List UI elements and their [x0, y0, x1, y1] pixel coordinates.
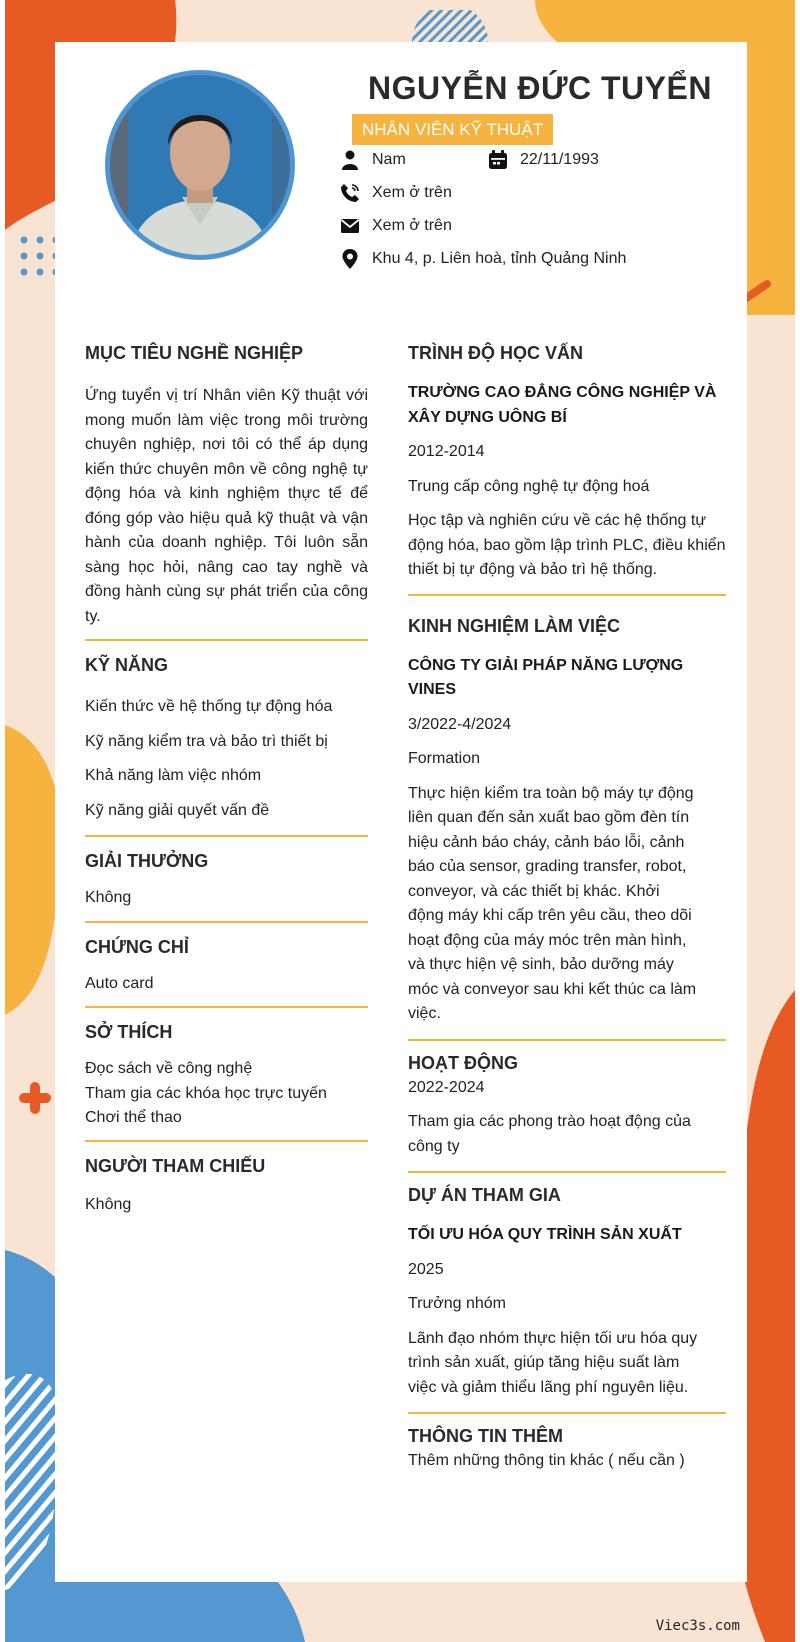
skill-item: Khả năng làm việc nhóm	[85, 767, 262, 784]
left-column	[85, 343, 368, 1217]
calendar-icon	[488, 150, 508, 170]
person-icon	[340, 150, 360, 170]
awards-text: Không	[85, 889, 132, 906]
experience-role: Formation	[408, 750, 481, 767]
divider	[85, 1140, 368, 1142]
skills-list	[85, 695, 368, 823]
right-column	[408, 343, 726, 1474]
phone-icon	[340, 183, 360, 203]
project-name: TỐI ƯU HÓA QUY TRÌNH SẢN XUẤT	[408, 1226, 682, 1243]
references-text: Không	[85, 1195, 132, 1213]
activities-period: 2022-2024	[408, 1078, 485, 1096]
references-heading: NGƯỜI THAM CHIẾU	[85, 1155, 266, 1176]
divider	[408, 1039, 726, 1041]
email-value: Xem ở trên	[372, 217, 452, 234]
certificates-text: Auto card	[85, 974, 154, 992]
experience-heading: KINH NGHIỆM LÀM VIỆC	[408, 615, 621, 636]
hobby-item: Tham gia các khóa học trực tuyến	[85, 1084, 327, 1102]
watermark: Viec3s.com	[655, 1618, 740, 1634]
striped-semicircle	[410, 10, 490, 42]
divider	[85, 639, 368, 641]
skills-heading: KỸ NĂNG	[85, 655, 169, 675]
hobby-item: Đọc sách về công nghệ	[85, 1060, 253, 1077]
dob-row	[488, 150, 599, 170]
divider	[85, 835, 368, 837]
address-row	[340, 249, 626, 269]
project-year: 2025	[408, 1260, 444, 1278]
objective-text: Ứng tuyển vị trí Nhân viên Kỹ thuật với mong muốn làm việc trong môi trường chuyên nghiệp, nơi tôi có thể áp dụng kiến thức chuyên môn về công nghệ tự động hóa và kinh nghiệm thực tế để đóng góp vào hiệu quả kỹ thuật và vận hành của doanh nghiệp. Tôi luôn sẵn sàng học hỏi, nâng cao tay nghề và đồng hành cùng sự phát triển của công ty.	[85, 387, 368, 625]
phone-row	[340, 183, 452, 203]
skill-item: Kỹ năng giải quyết vấn đề	[85, 801, 270, 819]
envelope-icon	[340, 216, 360, 236]
education-period: 2012-2014	[408, 443, 485, 460]
education-heading: TRÌNH ĐỘ HỌC VẤN	[408, 343, 583, 363]
gender-value: Nam	[372, 151, 406, 168]
skill-item: Kỹ năng kiểm tra và bảo trì thiết bị	[85, 732, 328, 750]
project-desc: Lãnh đạo nhóm thực hiện tối ưu hóa quy trình sản xuất, giúp tăng hiệu suất làm việc và giảm thiểu lãng phí nguyên liệu.	[408, 1329, 698, 1396]
experience-period: 3/2022-4/2024	[408, 715, 512, 733]
hobbies-list	[85, 1057, 368, 1131]
avatar	[105, 70, 295, 260]
divider	[408, 1171, 726, 1173]
activities-desc: Tham gia các phong trào hoạt động của công ty	[408, 1113, 691, 1155]
phone-value: Xem ở trên	[372, 184, 452, 201]
plus-icon	[19, 1082, 51, 1114]
extra-text: Thêm những thông tin khác ( nếu cần )	[408, 1452, 685, 1469]
certificates-heading: CHỨNG CHỈ	[85, 936, 189, 957]
divider	[85, 1006, 368, 1008]
objective-heading: MỤC TIÊU NGHỀ NGHIỆP	[85, 343, 304, 363]
divider	[408, 1412, 726, 1414]
hobby-item: Chơi thể thao	[85, 1109, 182, 1126]
activities-heading: HOẠT ĐỘNG	[408, 1052, 518, 1073]
full-name: NGUYỄN ĐỨC TUYỂN	[368, 70, 712, 106]
projects-heading: DỰ ÁN THAM GIA	[408, 1185, 561, 1205]
email-row	[340, 216, 452, 236]
education-major: Trung cấp công nghệ tự động hoá	[408, 477, 650, 495]
experience-desc: Thực hiện kiểm tra toàn bộ máy tự động liên quan đến sản xuất bao gồm đèn tín hiệu cảnh báo cháy, cảnh báo lỗi, cảnh báo của sensor, grading transfer, robot, conveyor, và các thiết bị khác. Khởi động máy khi cấp trên yêu cầu, theo dõi hoạt động của máy móc trên màn hình, và thực hiện vệ sinh, bảo dưỡng máy móc và conveyor sau khi kết thúc ca làm việc.	[408, 784, 697, 1022]
education-desc: Học tập và nghiên cứu về các hệ thống tự động hóa, bao gồm lập trình PLC, điều khiển thiết bị tự động và bảo trì hệ thống.	[408, 512, 726, 578]
extra-heading: THÔNG TIN THÊM	[408, 1426, 563, 1446]
hobbies-heading: SỞ THÍCH	[85, 1022, 173, 1042]
project-role: Trưởng nhóm	[408, 1295, 506, 1312]
divider	[85, 921, 368, 923]
address-value: Khu 4, p. Liên hoà, tỉnh Quảng Ninh	[372, 250, 627, 267]
awards-heading: GIẢI THƯỞNG	[85, 851, 209, 871]
school-name: TRƯỜNG CAO ĐẲNG CÔNG NGHIỆP VÀ XÂY DỰNG UÔNG BÍ	[408, 384, 717, 426]
dob-value: 22/11/1993	[520, 151, 599, 168]
divider	[408, 594, 726, 596]
location-pin-icon	[340, 249, 360, 269]
job-title-badge: NHÂN VIÊN KỸ THUẬT	[352, 114, 553, 145]
company-name: CÔNG TY GIẢI PHÁP NĂNG LƯỢNG VINES	[408, 656, 684, 698]
skill-item: Kiến thức về hệ thống tự động hóa	[85, 698, 333, 715]
gender-row	[340, 150, 406, 170]
